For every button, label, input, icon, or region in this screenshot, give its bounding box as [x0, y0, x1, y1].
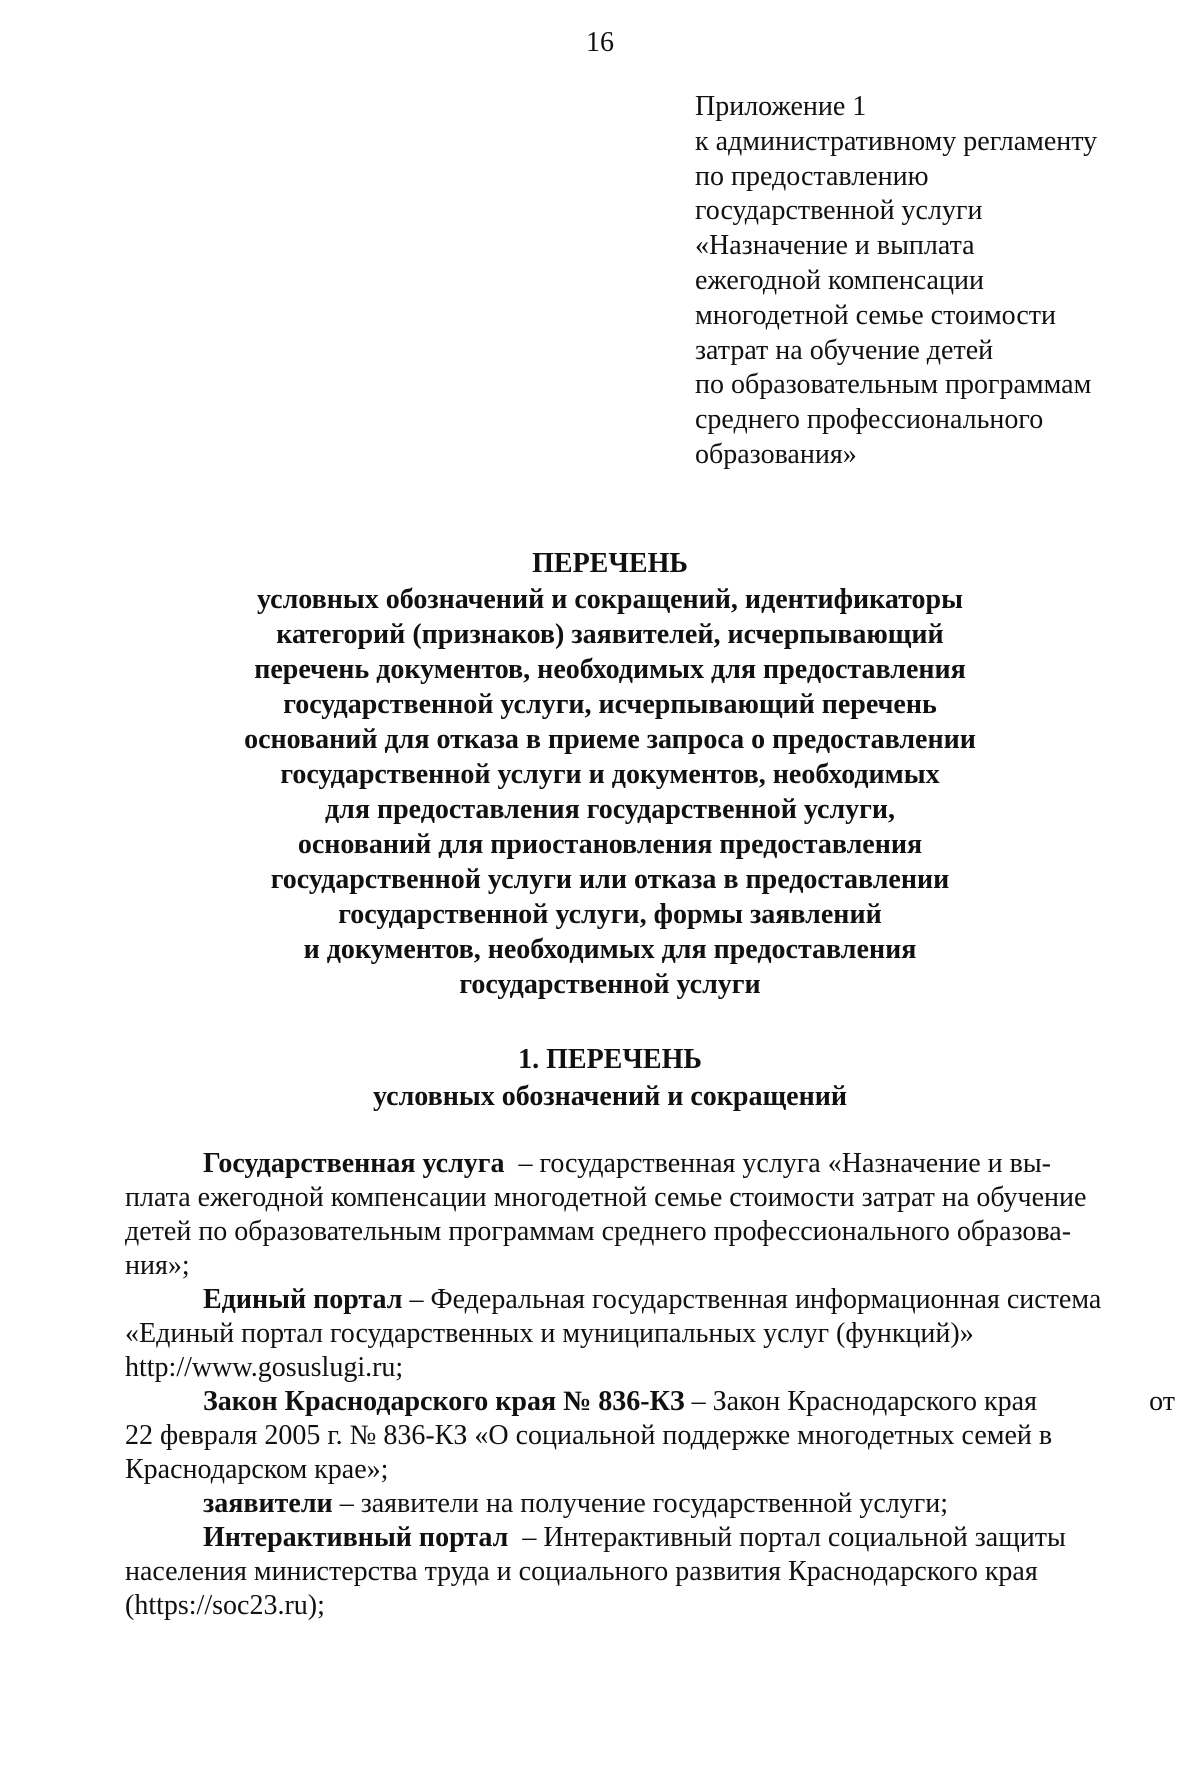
- definition-line: [125, 1521, 1175, 1555]
- appendix-line: к административному регламенту: [695, 125, 1098, 157]
- definition-text-part: – Закон Краснодарского края: [691, 1386, 1037, 1417]
- definition-line: [125, 1487, 1175, 1521]
- definition-line: плата ежегодной компенсации многодетной семье стоимости затрат на обучение: [125, 1182, 1087, 1213]
- title-line: государственной услуги, исчерпывающий перечень: [283, 689, 937, 720]
- definition-term: Единый портал: [203, 1284, 403, 1315]
- appendix-line: государственной услуги: [695, 195, 983, 227]
- definition-line: [125, 1147, 1175, 1181]
- appendix-line: «Назначение и выплата: [695, 230, 975, 262]
- definition-line: [125, 1283, 1175, 1317]
- appendix-line: по образовательным программам: [695, 369, 1092, 401]
- definition-line: Краснодарском крае»;: [125, 1454, 389, 1485]
- title-line: перечень документов, необходимых для предоставления: [254, 654, 966, 685]
- title-heading: ПЕРЕЧЕНЬ: [532, 548, 688, 579]
- title-line: государственной услуги, формы заявлений: [338, 899, 882, 930]
- appendix-line: ежегодной компенсации: [695, 264, 984, 296]
- definition-text-part: – государственная услуга «Назначение и вы-: [518, 1148, 1051, 1179]
- appendix-line: затрат на обучение детей: [695, 334, 994, 366]
- definition-text-part: – Интерактивный портал социальной защиты: [522, 1522, 1066, 1553]
- appendix-block: [695, 90, 1175, 473]
- definition-term: Государственная услуга: [203, 1148, 505, 1179]
- appendix-line: образования»: [695, 438, 857, 470]
- document-title: [120, 546, 1100, 1002]
- title-line: оснований для отказа в приеме запроса о предоставлении: [244, 724, 976, 755]
- definition-line: детей по образовательным программам среднего профессионального образова-: [125, 1216, 1072, 1247]
- definition-text: [505, 1147, 1051, 1181]
- definition-term: заявители: [203, 1488, 333, 1519]
- definition-line: «Единый портал государственных и муниципальных услуг (функций)»: [125, 1318, 974, 1349]
- definition-text: [403, 1283, 1102, 1317]
- section-header: [120, 1041, 1100, 1115]
- definition-line: (https://soc23.ru);: [125, 1590, 325, 1621]
- definition-text-end: от: [1149, 1386, 1175, 1417]
- definition-text: [333, 1487, 948, 1521]
- title-line: оснований для приостановления предоставления: [297, 829, 923, 860]
- appendix-line: многодетной семье стоимости: [695, 299, 1057, 331]
- definition-line: http://www.gosuslugi.ru;: [125, 1352, 404, 1383]
- definition-line: ния»;: [125, 1250, 190, 1281]
- definition-text-part: – заявители на получение государственной услуги;: [339, 1488, 948, 1519]
- definitions-list: [125, 1147, 1175, 1623]
- title-line: государственной услуги и документов, необходимых: [280, 759, 940, 790]
- appendix-line: среднего профессионального: [695, 404, 1044, 436]
- section-subheading: условных обозначений и сокращений: [373, 1081, 847, 1112]
- definition-line: 22 февраля 2005 г. № 836-КЗ «О социальной поддержке многодетных семей в: [125, 1420, 1053, 1451]
- page-number: 16: [586, 27, 614, 58]
- definition-text: [203, 1385, 1037, 1419]
- definition-line: [125, 1385, 1175, 1419]
- title-line: категорий (признаков) заявителей, исчерпывающий: [276, 619, 944, 650]
- title-line: государственной услуги: [459, 969, 761, 1000]
- definition-term: Интерактивный портал: [203, 1522, 509, 1553]
- definition-term: Закон Краснодарского края № 836-КЗ: [203, 1386, 685, 1417]
- definition-text: [508, 1521, 1065, 1555]
- definition-line: населения министерства труда и социального развития Краснодарского края: [125, 1556, 1038, 1587]
- appendix-line: Приложение 1: [695, 91, 867, 122]
- title-line: государственной услуги или отказа в предоставлении: [270, 864, 950, 895]
- title-line: для предоставления государственной услуги,: [324, 794, 896, 825]
- title-line: условных обозначений и сокращений, идентификаторы: [257, 584, 963, 615]
- definition-text-part: – Федеральная государственная информационная система: [409, 1284, 1102, 1315]
- appendix-line: по предоставлению: [695, 160, 929, 192]
- title-line: и документов, необходимых для предоставления: [303, 934, 917, 965]
- section-heading: 1. ПЕРЕЧЕНЬ: [518, 1044, 702, 1075]
